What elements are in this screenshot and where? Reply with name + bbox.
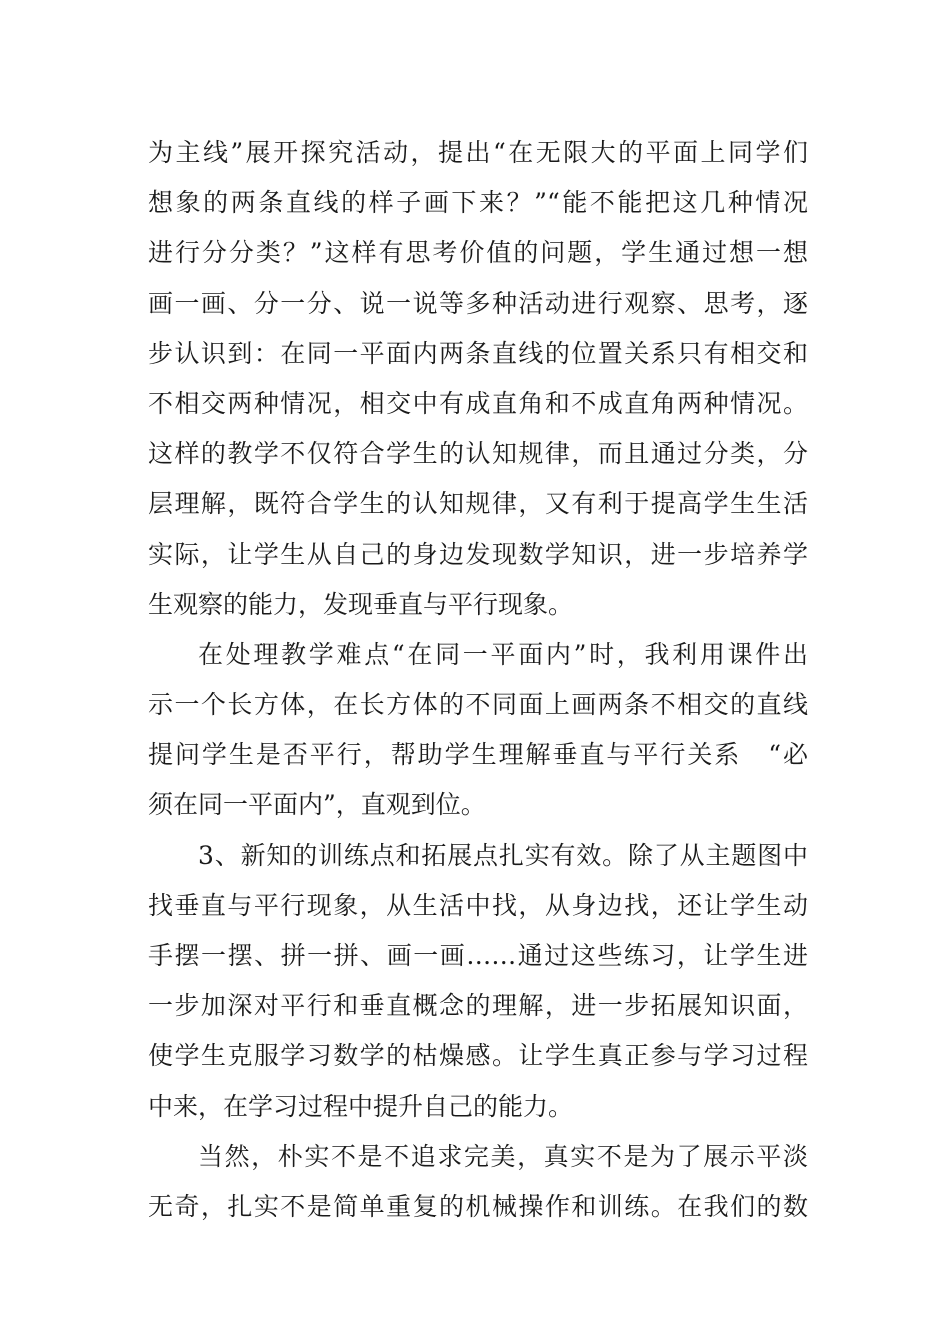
text-line: 想象的两条直线的样子画下来？”“能不能把这几种情况: [148, 188, 808, 218]
text-line: 步认识到：在同一平面内两条直线的位置关系只有相交和: [148, 338, 808, 368]
text-line: 找垂直与平行现象，从生活中找，从身边找，还让学生动: [148, 890, 808, 920]
text-line: 一步加深对平行和垂直概念的理解，进一步拓展知识面，: [148, 991, 808, 1021]
text-line: 生观察的能力，发现垂直与平行现象。: [148, 589, 574, 619]
text-line: 中来，在学习过程中提升自己的能力。: [148, 1091, 574, 1121]
text-line: 进行分分类？”这样有思考价值的问题，学生通过想一想: [148, 238, 808, 268]
text-line: 实际，让学生从自己的身边发现数学知识，进一步培养学: [148, 539, 808, 569]
text-line: 画一画、分一分、说一说等多种活动进行观察、思考，逐: [148, 288, 808, 318]
text-line: 提问学生是否平行，帮助学生理解垂直与平行关系 “必: [148, 740, 808, 770]
text-line: 3、新知的训练点和拓展点扎实有效。除了从主题图中: [198, 840, 808, 870]
text-line: 无奇，扎实不是简单重复的机械操作和训练。在我们的数: [148, 1191, 808, 1221]
body-text: [148, 128, 808, 1232]
text-line: 须在同一平面内”，直观到位。: [148, 790, 486, 820]
text-line: 使学生克服学习数学的枯燥感。让学生真正参与学习过程: [148, 1041, 808, 1071]
text-line: 在处理教学难点“在同一平面内”时，我利用课件出: [198, 639, 808, 669]
text-line: 不相交两种情况，相交中有成直角和不成直角两种情况。: [148, 388, 808, 418]
text-line: 这样的教学不仅符合学生的认知规律，而且通过分类，分: [148, 439, 808, 469]
text-line: 手摆一摆、拼一拼、画一画……通过这些练习，让学生进: [148, 941, 808, 970]
text-line: 当然，朴实不是不追求完美，真实不是为了展示平淡: [198, 1141, 808, 1171]
text-line: 示一个长方体，在长方体的不同面上画两条不相交的直线: [148, 690, 808, 720]
text-line: 层理解，既符合学生的认知规律，又有利于提高学生生活: [148, 489, 808, 519]
text-line: 为主线”展开探究活动，提出“在无限大的平面上同学们: [148, 138, 808, 167]
